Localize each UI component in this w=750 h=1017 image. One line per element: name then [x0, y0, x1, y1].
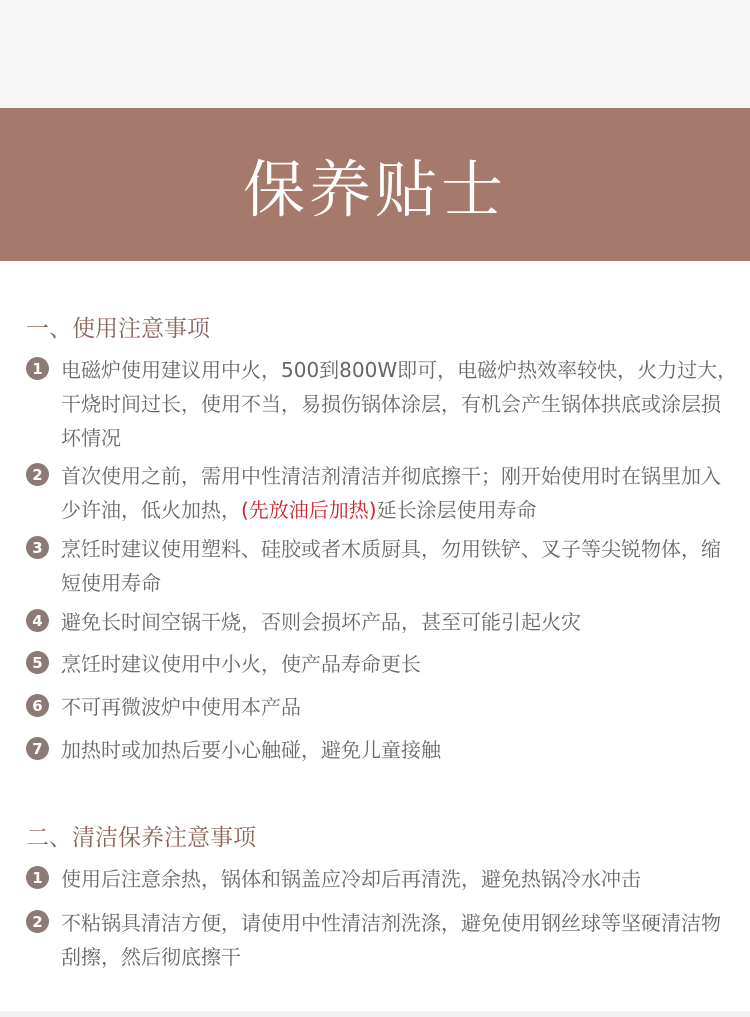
section-heading-cleaning: 二、清洁保养注意事项 [26, 825, 256, 851]
item-text-part: 首次使用之前，需用中性清洁剂清洁并彻底擦干；刚开始使用时在锅里加入少许油，低火加热， [61, 464, 721, 522]
item-text: 加热时或加热后要小心触碰，避免儿童接触 [61, 738, 441, 762]
item-text: 烹饪时建议使用塑料、硅胶或者木质厨具，勿用铁铲、叉子等尖锐物体，缩短使用寿命 [61, 537, 721, 595]
number-badge: 7 [26, 737, 49, 760]
bottom-divider [0, 1011, 750, 1017]
item-text: 不可再微波炉中使用本产品 [61, 695, 301, 719]
number-badge: 2 [26, 463, 49, 486]
number-badge: 1 [26, 866, 49, 889]
number-badge: 2 [26, 910, 49, 933]
number-badge: 5 [26, 651, 49, 674]
item-text: 避免长时间空锅干烧，否则会损坏产品，甚至可能引起火灾 [61, 610, 581, 634]
list-item [26, 532, 738, 600]
top-blank-area [0, 0, 750, 108]
item-text: 使用后注意余热，锅体和锅盖应冷却后再清洗，避免热锅冷水冲击 [61, 867, 641, 891]
list-item [26, 353, 738, 455]
item-text-part: 延长涂层使用寿命 [376, 498, 537, 522]
item-text: 电磁炉使用建议用中火，500到800W即可，电磁炉热效率较快，火力过大，干烧时间过长，使用不当，易损伤锅体涂层，有机会产生锅体拱底或涂层损坏情况 [61, 358, 738, 450]
number-badge: 3 [26, 536, 49, 559]
page-title: 保养贴士 [242, 153, 507, 226]
list-item [26, 459, 738, 527]
number-badge: 6 [26, 694, 49, 717]
list-item [26, 605, 738, 639]
title-banner [0, 108, 750, 261]
list-item [26, 690, 738, 724]
number-badge: 1 [26, 357, 49, 380]
item-text: 烹饪时建议使用中小火，使产品寿命更长 [61, 652, 421, 676]
number-badge: 4 [26, 609, 49, 632]
list-item [26, 733, 738, 767]
list-item [26, 906, 738, 974]
section-heading-usage: 一、使用注意事项 [26, 316, 210, 342]
list-item [26, 862, 738, 896]
item-text: 不粘锅具清洁方便，请使用中性清洁剂洗涤，避免使用钢丝球等坚硬清洁物刮擦，然后彻底擦干 [61, 911, 721, 969]
item-text [61, 459, 738, 527]
list-item [26, 647, 738, 681]
highlight-text: (先放油后加热) [241, 498, 377, 522]
